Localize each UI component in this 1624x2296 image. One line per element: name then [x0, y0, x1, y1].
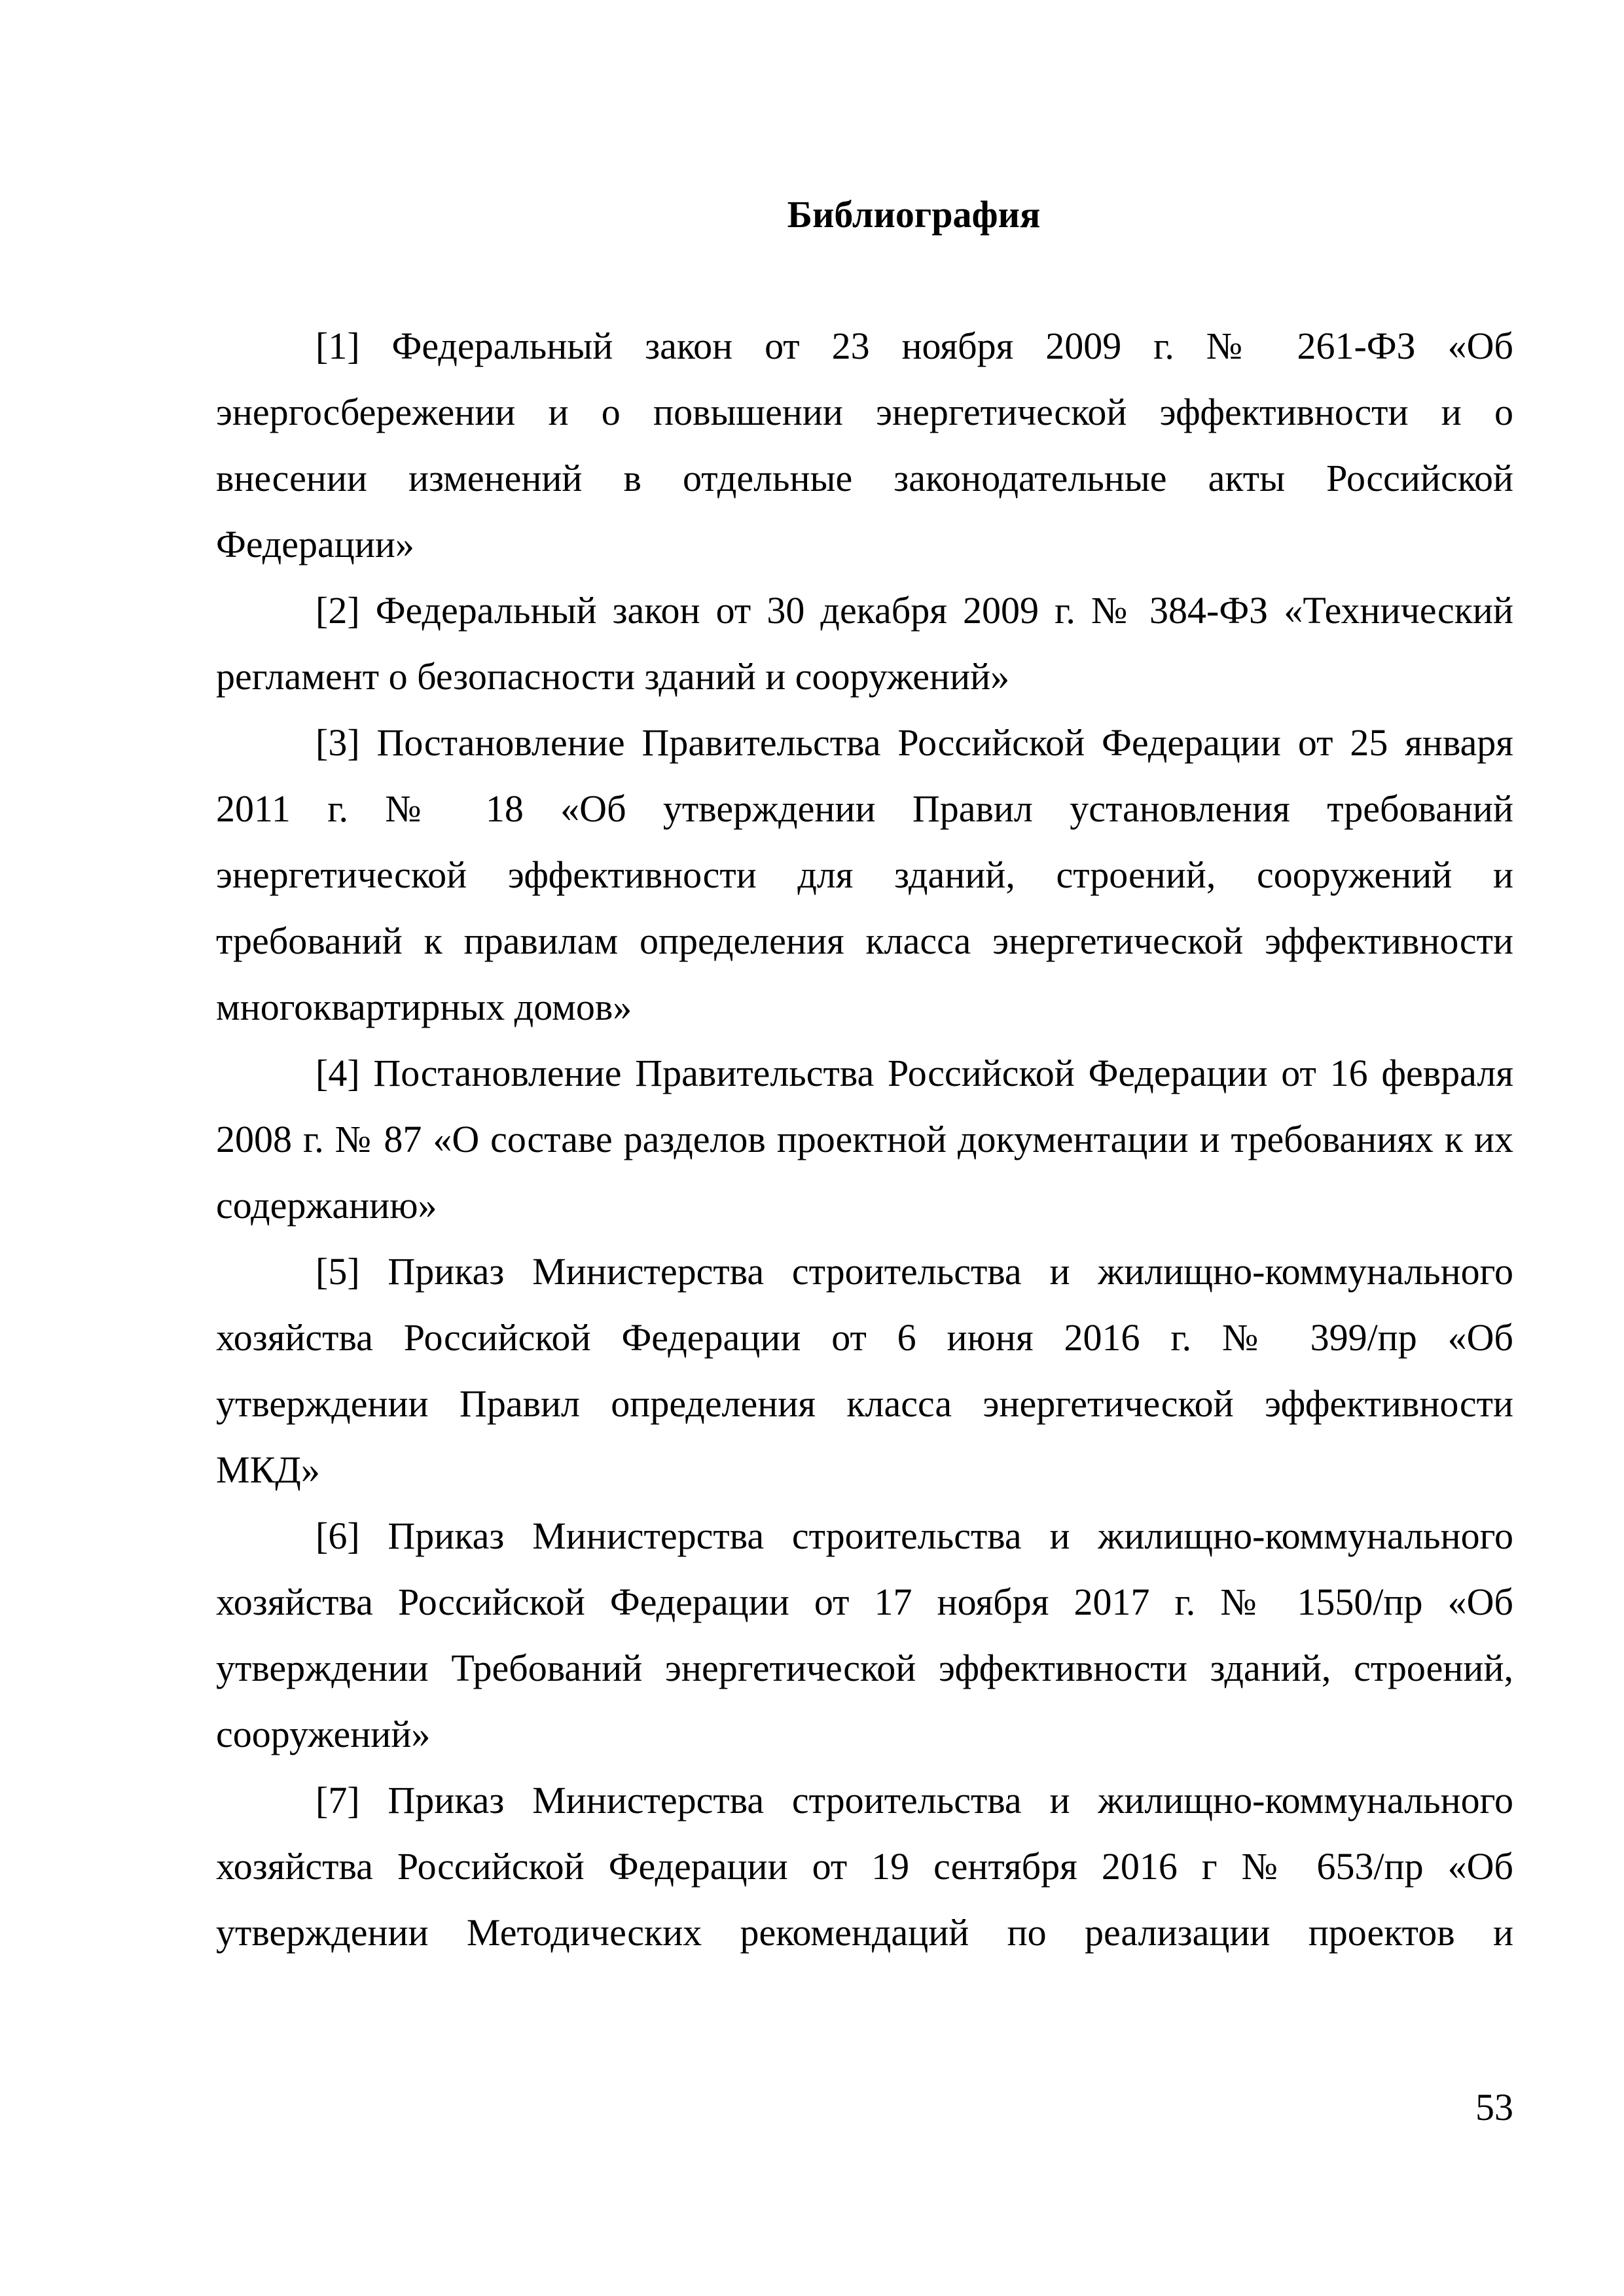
entry-line: сооружений»	[216, 1713, 431, 1755]
entry-line: содержанию»	[216, 1184, 437, 1227]
entry-line: [1] Федеральный закон от 23 ноября 2009 г. № 261-ФЗ «Об	[316, 325, 1513, 367]
entry-line: [6] Приказ Министерства строительства и жилищно-коммунального	[316, 1515, 1513, 1557]
entry-line: многоквартирных домов»	[216, 986, 632, 1028]
entry-line: энергосбережении и о повышении энергетической эффективности и о	[216, 391, 1513, 433]
entry-line: хозяйства Российской Федерации от 19 сентября 2016 г № 653/пр «Об	[216, 1845, 1513, 1888]
bibliography-entry	[216, 1767, 1513, 1965]
bibliography-entry	[216, 313, 1513, 577]
entry-line: МКД»	[216, 1448, 320, 1491]
bibliography-entry	[216, 1238, 1513, 1503]
entry-line: [5] Приказ Министерства строительства и жилищно-коммунального	[316, 1250, 1513, 1293]
entry-line: утверждении Методических рекомендаций по реализации проектов и	[216, 1911, 1513, 1954]
entry-line: [4] Постановление Правительства Российской Федерации от 16 февраля	[316, 1052, 1513, 1094]
entry-line: энергетической эффективности для зданий, строений, сооружений и	[216, 853, 1513, 896]
entry-line: хозяйства Российской Федерации от 6 июня 2016 г. № 399/пр «Об	[216, 1316, 1513, 1359]
page-title: Библиография	[787, 193, 1041, 236]
bibliography-entry	[216, 709, 1513, 1040]
entry-line: [7] Приказ Министерства строительства и жилищно-коммунального	[316, 1779, 1513, 1821]
bibliography-entry	[216, 1503, 1513, 1767]
entry-line: утверждении Требований энергетической эффективности зданий, строений,	[216, 1647, 1513, 1689]
entry-line: 2008 г. № 87 «О составе разделов проектной документации и требованиях к их	[216, 1118, 1513, 1160]
bibliography-list	[216, 313, 1513, 1965]
entry-line: [2] Федеральный закон от 30 декабря 2009 г. № 384-ФЗ «Технический	[316, 589, 1513, 632]
page-number: 53	[1475, 2086, 1513, 2128]
entry-line: требований к правилам определения класса энергетической эффективности	[216, 920, 1513, 962]
entry-line: регламент о безопасности зданий и сооружений»	[216, 655, 1010, 698]
bibliography-entry	[216, 1040, 1513, 1238]
entry-line: 2011 г. № 18 «Об утверждении Правил установления требований	[216, 787, 1513, 830]
entry-line: [3] Постановление Правительства Российской Федерации от 25 января	[316, 721, 1513, 764]
entry-line: Федерации»	[216, 523, 414, 565]
entry-line: хозяйства Российской Федерации от 17 ноября 2017 г. № 1550/пр «Об	[216, 1581, 1513, 1623]
entry-line: внесении изменений в отдельные законодательные акты Российской	[216, 457, 1513, 499]
bibliography-entry	[216, 577, 1513, 709]
entry-line: утверждении Правил определения класса энергетической эффективности	[216, 1382, 1513, 1425]
